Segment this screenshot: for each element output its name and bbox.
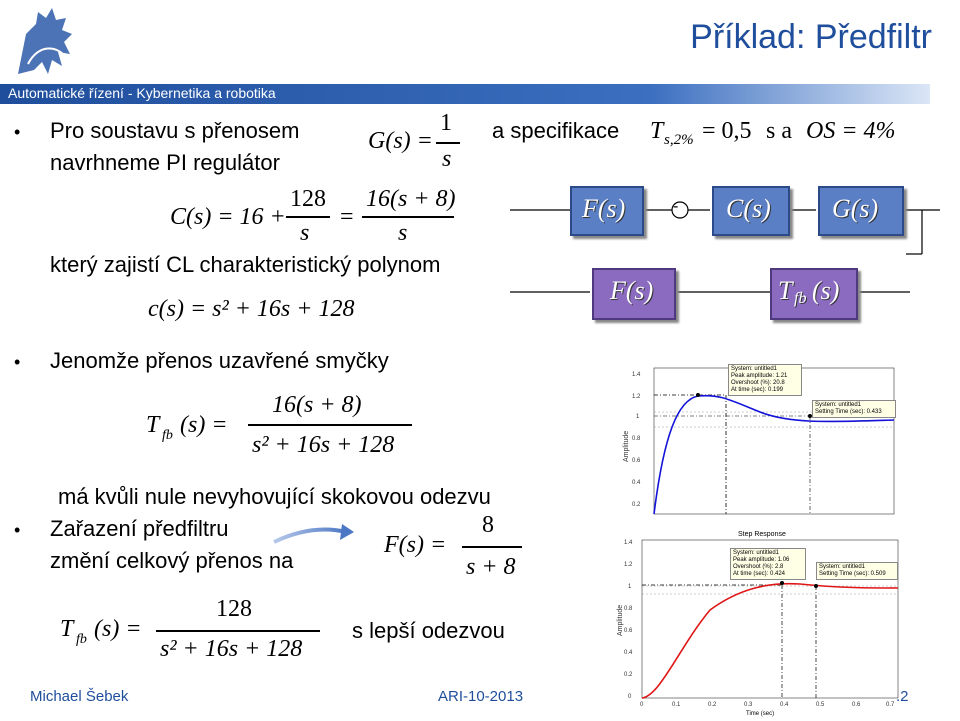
block-Tfb-subscript: fb [794, 290, 807, 307]
block-F2-label: F(s) [610, 276, 654, 305]
plot2-xlabel: Time (sec) [746, 711, 775, 717]
block-Tfb-argument: (s) [812, 276, 840, 305]
block-C-label: C(s) [726, 194, 771, 223]
plot2-xtick: 0.5 [816, 702, 825, 708]
plot1-ytick: 0.8 [632, 436, 641, 442]
eq-Tfb1-fraction-bar [248, 424, 412, 426]
text-line-8: s lepší odezvou [352, 618, 505, 643]
plot2-title: Step Response [738, 531, 786, 538]
eq-F-lhs: F(s) = [384, 532, 447, 558]
plot1-ytick: 1.4 [632, 372, 641, 378]
eq-C-den1: s [300, 220, 310, 246]
text-line-6: Zařazení předfiltru [50, 516, 229, 541]
footer-course: ARI-10-2013 [438, 688, 524, 705]
plot2-ytick: 1.2 [624, 562, 633, 568]
plot2-legend-peak [730, 548, 806, 580]
eq-Tfb2-fraction-bar [156, 630, 320, 632]
legend-line: Overshoot (%): 2.8 [733, 564, 784, 570]
eq-Tfb2-T: T [60, 616, 74, 642]
plot2-ytick: 0 [628, 694, 632, 700]
plot2-xtick: 0.6 [852, 702, 861, 708]
block-C [712, 186, 790, 236]
plot1-legend-settling [812, 400, 896, 418]
eq-Tfb1-num: 16(s + 8) [272, 392, 362, 418]
plot1-ylabel: Amplitude [623, 430, 630, 462]
legend-line: Setting Time (sec): 0.433 [815, 409, 882, 415]
eq-C-fraction-bar-2 [362, 216, 454, 218]
plot2-xtick: 0.7 [886, 702, 895, 708]
plot1-ytick: 0.2 [632, 502, 641, 508]
legend-line: Setting Time (sec): 0.509 [819, 571, 886, 577]
step-response-plot-2 [617, 526, 904, 717]
subtitle: Automatické řízení - Kybernetika a robotika [8, 85, 276, 101]
block-F-prefilter [592, 268, 676, 320]
text-line-1: Pro soustavu s přenosem [50, 118, 300, 143]
spec-mid: s a [766, 118, 792, 144]
plot1-ytick: 0.4 [632, 480, 641, 486]
plot2-xtick: 0.1 [672, 702, 681, 708]
eq-C-num1: 128 [290, 186, 326, 212]
plot2-xtick: 0 [640, 702, 644, 708]
legend-line: System: untitled1 [731, 366, 778, 372]
legend-line: System: untitled1 [815, 402, 862, 408]
spec-T-value: = 0,5 [702, 118, 752, 144]
footer-page-number: .2 [896, 688, 909, 705]
eq-Tfb2-den: s² + 16s + 128 [160, 636, 303, 662]
footer-author: Michael Šebek [30, 688, 129, 705]
plot2-ytick: 0.6 [624, 628, 633, 634]
eq-C-den2: s [398, 220, 408, 246]
spec-prefix: a specifikace [492, 118, 620, 143]
eq-c-polynomial: c(s) = s² + 16s + 128 [148, 296, 355, 322]
eq-Tfb1-den: s² + 16s + 128 [252, 432, 395, 458]
plot2-ytick: 1.4 [624, 540, 633, 546]
block-F [570, 186, 644, 236]
text-line-4: Jenomže přenos uzavřené smyčky [50, 348, 389, 373]
eq-G-num: 1 [440, 110, 452, 136]
eq-G-lhs: G(s) = [368, 128, 433, 154]
eq-G-fraction-bar [436, 142, 460, 144]
subtitle-bar [0, 84, 930, 104]
step-response-plot-1 [623, 364, 900, 514]
plot2-xtick: 0.3 [744, 702, 753, 708]
plot2-ylabel: Amplitude [617, 604, 624, 636]
university-lion-logo [8, 4, 88, 86]
plot2-ytick: 0.8 [624, 606, 633, 612]
plot2-ytick: 1 [628, 584, 632, 590]
eq-C-num2: 16(s + 8) [366, 186, 456, 212]
eq-C-fraction-bar-1 [286, 216, 330, 218]
bullet-dot: • [14, 520, 21, 540]
bullet-dot: • [14, 352, 21, 372]
eq-C-lhs: C(s) = 16 + [170, 204, 286, 230]
block-G [818, 186, 904, 236]
spec-T: T [650, 118, 664, 144]
eq-F-num: 8 [482, 512, 494, 538]
legend-line: Peak amplitude: 1.06 [733, 557, 790, 563]
legend-line: At time (sec): 0.424 [733, 571, 786, 577]
plot2-xtick: 0.4 [780, 702, 789, 708]
block-G-label: G(s) [832, 194, 879, 223]
plot1-ytick: 0.6 [632, 458, 641, 464]
plot2-xtick: 0.2 [708, 702, 717, 708]
bullet-dot: • [14, 122, 21, 142]
plot1-ytick: 1.2 [632, 394, 641, 400]
legend-line: Peak amplitude: 1.21 [731, 373, 788, 379]
eq-F-fraction-bar [462, 546, 522, 548]
eq-Tfb1-arg: (s) = [180, 412, 228, 438]
plot2-legend-settling [816, 562, 898, 580]
eq-Tfb1-T: T [146, 412, 160, 438]
legend-line: System: untitled1 [733, 550, 780, 556]
spec-T-subscript: s,2% [664, 132, 694, 148]
page-title: Příklad: Předfiltr [690, 18, 932, 56]
legend-line: Overshoot (%): 20.8 [731, 380, 785, 386]
eq-Tfb2-subscript: fb [76, 632, 87, 647]
plot1-legend-peak [728, 364, 802, 396]
plot1-ytick: 1 [636, 414, 640, 420]
plot2-ytick: 0.2 [624, 672, 633, 678]
text-line-3: který zajistí CL charakteristický polynom [50, 252, 441, 277]
eq-F-den: s + 8 [466, 554, 516, 580]
eq-C-equals: = [340, 204, 354, 230]
text-line-2: navrhneme PI regulátor [50, 150, 280, 175]
text-line-5: má kvůli nule nevyhovující skokovou odezvu [58, 484, 491, 509]
spec-OS: OS = 4% [806, 118, 896, 144]
text-line-7: změní celkový přenos na [50, 548, 294, 573]
legend-line: System: untitled1 [819, 564, 866, 570]
plot2-ytick: 0.4 [624, 650, 633, 656]
block-Tfb-label: T [778, 276, 793, 305]
eq-Tfb2-num: 128 [216, 596, 252, 622]
eq-Tfb1-subscript: fb [162, 428, 173, 443]
block-Tfb [770, 268, 858, 320]
eq-G-den: s [442, 146, 452, 172]
block-F-label: F(s) [582, 194, 626, 223]
arrow-icon [272, 520, 356, 550]
minus-sign: - [673, 198, 679, 215]
legend-line: At time (sec): 0.199 [731, 387, 784, 393]
eq-Tfb2-arg: (s) = [94, 616, 142, 642]
